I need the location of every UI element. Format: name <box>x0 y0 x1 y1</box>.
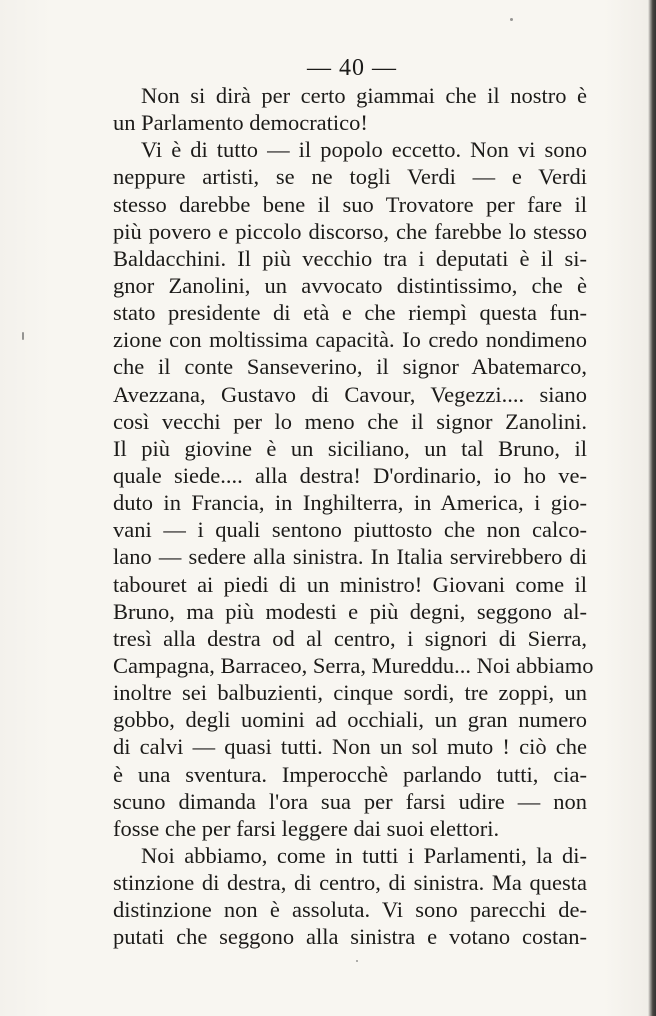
text-line: Non si dirà per certo giammai che il nostro è <box>141 83 587 108</box>
text-line: zione con moltissima capacità. Io credo nondimeno <box>113 327 587 353</box>
text-line: duto in Francia, in Inghilterra, in America, i gio- <box>113 490 587 516</box>
text-line: fosse che per farsi leggere dai suoi elettori. <box>113 815 500 841</box>
page-spine-shadow <box>648 0 656 1016</box>
text-line: gobbo, degli uomini ad occhiali, un gran numero <box>113 707 587 733</box>
text-line: neppure artisti, se ne togli Verdi — e Verdi <box>113 164 587 190</box>
text-line: Bruno, ma più modesti e più degni, seggono al- <box>113 598 587 624</box>
text-line: stato presidente di età e che riempì questa fun- <box>113 300 587 326</box>
text-line: un Parlamento democratico! <box>113 110 368 136</box>
text-line: Campagna, Barraceo, Serra, Mureddu... Noi abbiamo <box>113 652 594 678</box>
text-line: Vi è di tutto — il popolo eccetto. Non vi sono <box>141 137 587 163</box>
text-line: stinzione di destra, di centro, di sinistra. Ma questa <box>113 870 587 896</box>
text-line: di calvi — quasi tutti. Non un sol muto ! ciò che <box>113 734 587 760</box>
text-line: Avezzana, Gustavo di Cavour, Vegezzi.... siano <box>113 381 587 407</box>
text-line: stesso darebbe bene il suo Trovatore per fare il <box>113 191 587 217</box>
paper-speck <box>356 960 358 962</box>
text-line: inoltre sei balbuzienti, cinque sordi, tre zoppi, un <box>113 680 587 706</box>
text-line: vani — i quali sentono piuttosto che non calco- <box>113 517 587 543</box>
text-line: gnor Zanolini, un avvocato distintissimo, che è <box>113 272 587 298</box>
text-line: così vecchi per lo meno che il signor Zanolini. <box>113 408 587 434</box>
text-line: distinzione non è assoluta. Vi sono parecchi de- <box>113 897 587 923</box>
text-line: tabouret ai piedi di un ministro! Giovani come il <box>113 571 587 597</box>
text-line: più povero e piccolo discorso, che farebbe lo stesso <box>113 218 587 244</box>
text-line: Il più giovine è un siciliano, un tal Bruno, il <box>113 435 587 461</box>
page-body-text <box>113 82 594 951</box>
paper-speck <box>22 332 24 340</box>
page-number: — 40 — <box>307 55 397 81</box>
paper-speck <box>510 18 513 21</box>
text-line: quale siede.... alla destra! D'ordinario, io ho ve- <box>113 462 587 488</box>
text-line: scuno dimanda l'ora sua per farsi udire — non <box>113 788 587 814</box>
text-line: tresì alla destra od al centro, i signori di Sierra, <box>113 625 587 651</box>
text-line: è una sventura. Imperocchè parlando tutti, cia- <box>113 761 587 787</box>
text-line: lano — sedere alla sinistra. In Italia servirebbero di <box>113 544 587 570</box>
text-line: Baldacchini. Il più vecchio tra i deputati è il si- <box>113 245 587 271</box>
text-line: Noi abbiamo, come in tutti i Parlamenti, la di- <box>141 842 587 868</box>
text-line: putati che seggono alla sinistra e votano costan- <box>113 924 587 950</box>
text-line: che il conte Sanseverino, il signor Abatemarco, <box>113 354 587 380</box>
